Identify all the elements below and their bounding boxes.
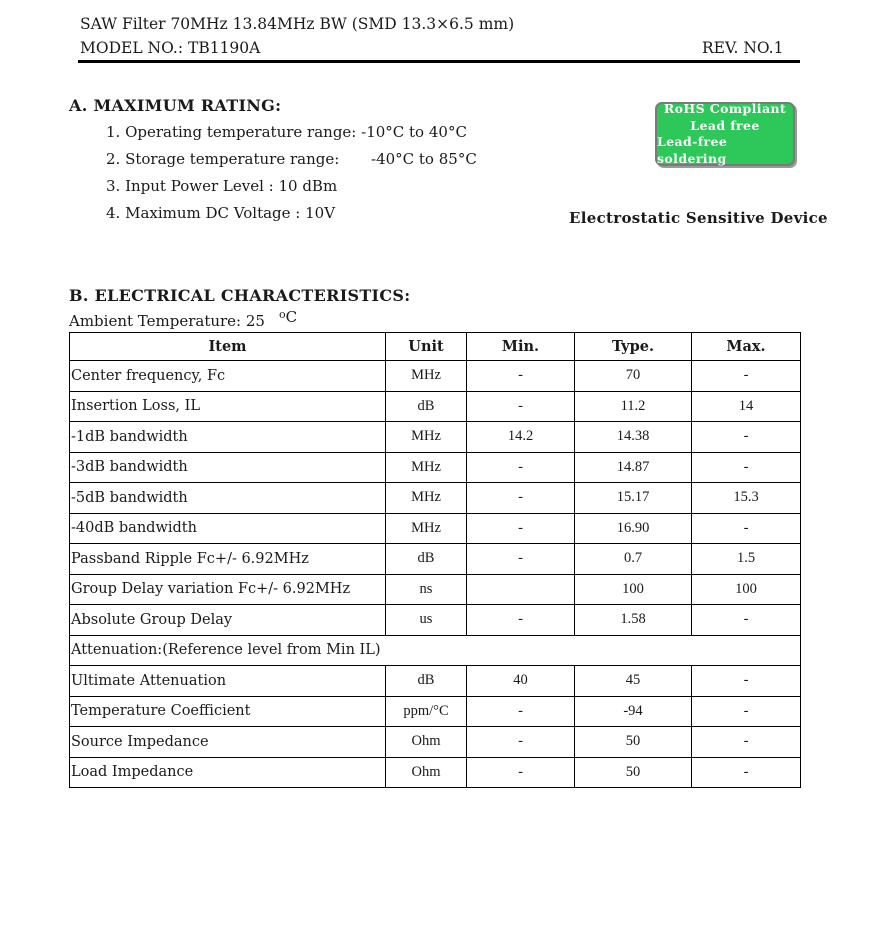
cell-min: - — [467, 757, 575, 788]
cell-max: - — [692, 757, 801, 788]
cell-max: - — [692, 452, 801, 483]
header-typ: Type. — [575, 333, 692, 361]
table-row — [70, 391, 801, 422]
cell-unit: ppm/°C — [386, 696, 467, 727]
cell-min: - — [467, 727, 575, 758]
cell-item: -3dB bandwidth — [70, 452, 386, 483]
table-section-row — [70, 635, 801, 666]
cell-max: 15.3 — [692, 483, 801, 514]
rating-item-3: 3. Input Power Level : 10 dBm — [106, 177, 338, 195]
cell-min: - — [467, 483, 575, 514]
table-row — [70, 544, 801, 575]
cell-item: Source Impedance — [70, 727, 386, 758]
table-row — [70, 574, 801, 605]
table-row — [70, 361, 801, 392]
cell-item: -5dB bandwidth — [70, 483, 386, 514]
table-row — [70, 757, 801, 788]
cell-typ: 0.7 — [575, 544, 692, 575]
table-header-row — [70, 333, 801, 361]
table-row — [70, 696, 801, 727]
table-row — [70, 605, 801, 636]
revision-number: REV. NO.1 — [702, 39, 784, 57]
cell-item: -40dB bandwidth — [70, 513, 386, 544]
cell-typ: -94 — [575, 696, 692, 727]
cell-typ: 16.90 — [575, 513, 692, 544]
ambient-label: Ambient Temperature: 25 — [69, 312, 265, 330]
cell-min: 14.2 — [467, 422, 575, 453]
cell-item: Ultimate Attenuation — [70, 666, 386, 697]
cell-min: - — [467, 605, 575, 636]
cell-item: Group Delay variation Fc+/- 6.92MHz — [70, 574, 386, 605]
cell-typ: 15.17 — [575, 483, 692, 514]
cell-max: - — [692, 422, 801, 453]
rohs-badge — [655, 102, 795, 166]
ambient-unit: C — [285, 308, 298, 326]
cell-max: 100 — [692, 574, 801, 605]
rating-item-4: 4. Maximum DC Voltage : 10V — [106, 204, 336, 222]
ambient-temperature — [69, 308, 298, 330]
rohs-line-1: RoHS Compliant — [663, 101, 787, 116]
header-unit: Unit — [386, 333, 467, 361]
cell-typ: 100 — [575, 574, 692, 605]
rating-item-1: 1. Operating temperature range: -10°C to 40°C — [106, 123, 467, 141]
table-row — [70, 727, 801, 758]
cell-typ: 50 — [575, 757, 692, 788]
product-line: SAW Filter 70MHz 13.84MHz BW (SMD 13.3×6.5 mm) — [80, 15, 515, 33]
cell-unit: MHz — [386, 483, 467, 514]
esd-label: Electrostatic Sensitive Device — [569, 209, 828, 227]
section-a-title: A. MAXIMUM RATING: — [69, 96, 282, 115]
cell-max: - — [692, 513, 801, 544]
cell-unit: Ohm — [386, 757, 467, 788]
cell-typ: 50 — [575, 727, 692, 758]
cell-max: - — [692, 727, 801, 758]
cell-item: Passband Ripple Fc+/- 6.92MHz — [70, 544, 386, 575]
cell-item: Load Impedance — [70, 757, 386, 788]
cell-max: 14 — [692, 391, 801, 422]
rohs-line-2: Lead free — [690, 117, 760, 133]
cell-max: 1.5 — [692, 544, 801, 575]
cell-unit: dB — [386, 666, 467, 697]
cell-typ: 45 — [575, 666, 692, 697]
table-row — [70, 483, 801, 514]
table-row — [70, 452, 801, 483]
cell-max: - — [692, 605, 801, 636]
cell-unit: us — [386, 605, 467, 636]
cell-max: - — [692, 696, 801, 727]
cell-unit: MHz — [386, 452, 467, 483]
cell-unit: MHz — [386, 513, 467, 544]
rating-item-2-value: -40°C to 85°C — [371, 150, 477, 168]
header-max: Max. — [692, 333, 801, 361]
cell-typ: 70 — [575, 361, 692, 392]
cell-min: - — [467, 513, 575, 544]
cell-typ: 1.58 — [575, 605, 692, 636]
cell-item: Temperature Coefficient — [70, 696, 386, 727]
cell-unit: Ohm — [386, 727, 467, 758]
table-row — [70, 422, 801, 453]
cell-min: - — [467, 361, 575, 392]
cell-max: - — [692, 666, 801, 697]
cell-min: - — [467, 696, 575, 727]
header-min: Min. — [467, 333, 575, 361]
cell-typ: 11.2 — [575, 391, 692, 422]
cell-unit: dB — [386, 391, 467, 422]
rating-item-2: 2. Storage temperature range: — [106, 150, 340, 168]
cell-min: 40 — [467, 666, 575, 697]
attenuation-section-label: Attenuation:(Reference level from Min IL) — [70, 635, 801, 666]
section-b-title: B. ELECTRICAL CHARACTERISTICS: — [69, 286, 411, 305]
cell-item: Insertion Loss, IL — [70, 391, 386, 422]
cell-item: Absolute Group Delay — [70, 605, 386, 636]
ambient-degree-sup: o — [278, 308, 286, 321]
cell-typ: 14.38 — [575, 422, 692, 453]
rohs-line-3: Lead-free soldering — [657, 134, 728, 166]
cell-item: -1dB bandwidth — [70, 422, 386, 453]
header-item: Item — [70, 333, 386, 361]
cell-min — [467, 574, 575, 605]
cell-min: - — [467, 391, 575, 422]
cell-unit: MHz — [386, 422, 467, 453]
cell-item: Center frequency, Fc — [70, 361, 386, 392]
electrical-characteristics-table — [69, 332, 801, 788]
table-row — [70, 666, 801, 697]
cell-unit: MHz — [386, 361, 467, 392]
cell-max: - — [692, 361, 801, 392]
header-rule — [78, 60, 800, 63]
cell-unit: ns — [386, 574, 467, 605]
cell-unit: dB — [386, 544, 467, 575]
cell-typ: 14.87 — [575, 452, 692, 483]
table-row — [70, 513, 801, 544]
cell-min: - — [467, 544, 575, 575]
model-number: MODEL NO.: TB1190A — [80, 39, 261, 57]
cell-min: - — [467, 452, 575, 483]
